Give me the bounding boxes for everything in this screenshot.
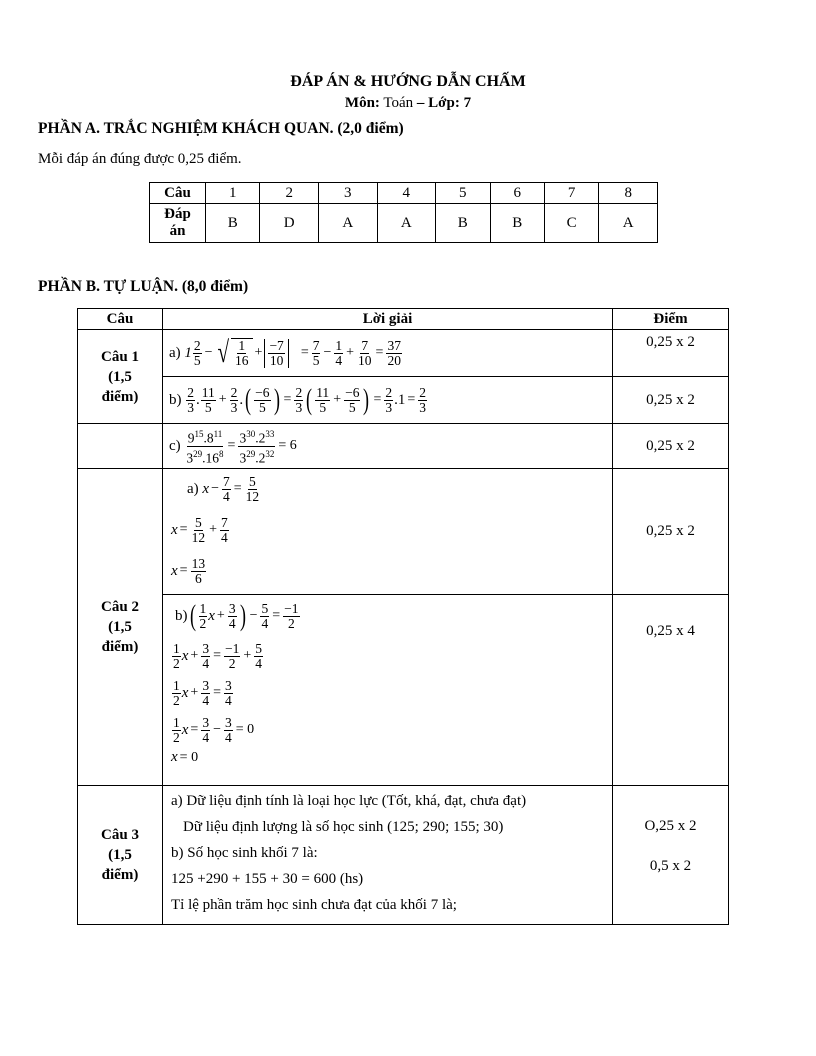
q2-label: Câu 2 (1,5 điểm) [78,469,163,786]
partA-heading: PHẦN A. TRẮC NGHIỆM KHÁCH QUAN. (2,0 điểm) [38,120,404,137]
q3-score [613,786,729,925]
q3-line: 125 +290 + 155 + 30 = 600 (hs) [171,871,364,887]
q-num: 1 [206,183,260,204]
page-title: ĐÁP ÁN & HƯỚNG DẪN CHẤM [290,73,526,90]
q-num: 3 [318,183,377,204]
q3-label: Câu 3 (1,5 điểm) [78,786,163,925]
answer: C [544,204,598,243]
answer: A [377,204,436,243]
q2b-solution: b) ( 1 2 x + $\frac{3}{4}$ ) − $\frac{5}{4}$ = $\frac{-1}{2}$ 1 2 x + $\frac{3}{4}$ = $\frac{-1}{2}$ + $\frac{5}{4}$ 1 2 x + $\frac{3}{4}$ = $\frac{3}{4}$ 1 2 x = $\frac{3}{4}$ − $\frac{3}{4}$ = 0 x = 0 [163,595,613,786]
q1-label: Câu 1 (1,5 điểm) [78,330,163,424]
q2b-score: 0,25 x 4 [613,595,729,786]
q1c-score: 0,25 x 2 [613,424,729,469]
q3-line: b) Số học sinh khối 7 là: [171,845,318,861]
answer: A [599,204,658,243]
subject-label: Môn: [344,95,380,111]
answer-table [149,182,658,243]
q-num: 6 [490,183,544,204]
q1a-score: 0,25 x 2 [613,330,729,377]
q2a-solution: a) x − $\frac{7}{4}$ = $\frac{5}{12}$ x = $\frac{5}{12}$ + $\frac{7}{4}$ x = $\frac{13}{6}$ [163,469,613,595]
q3-line: Dữ liệu định lượng là số học sinh (125; 290; 155; 30) [183,819,504,835]
q2a-score: 0,25 x 2 [613,469,729,595]
answer: D [260,204,319,243]
q1c-solution: c) $\frac{9^{15}.8^{11}}{3^{29}.16^8}$ = $\frac{3^{30}.2^{33}}{3^{29}.2^{32}}$ = 6 [163,424,613,469]
partA-note: Mỗi đáp án đúng được 0,25 điểm. [38,151,242,167]
col-score-header: Điểm [613,309,729,330]
q1c-empty [78,424,163,469]
q1b-solution: b) 2 3 . 11 5 + $\frac{2}{3}$ . ( −6 5 ) = $\frac{2}{3}$ ( 11 5 + $\frac{-6}{5}$ ) = $\frac{2}{3}$ .1 = $\frac{2}{3}$ [163,377,613,424]
subject: Toán [383,95,414,111]
answer: B [490,204,544,243]
solution-table [77,308,729,925]
grade-label: – Lớp: 7 [416,95,472,111]
answer-row-label: Đáp án [150,204,206,243]
partB-heading: PHẦN B. TỰ LUẬN. (8,0 điểm) [38,278,249,295]
subtitle [0,95,816,112]
q1a-solution: a) 1 2 5 − √ $\frac{1}{16}$ + $\frac{-7}{10}$ = $\frac{7}{5}$ − $\frac{1}{4}$ + $\frac{7}{10}$ = $\frac{37}{20}$ [163,330,613,377]
q3-line: a) Dữ liệu định tính là loại học lực (Tốt, khá, đạt, chưa đạt) [171,793,527,809]
answer: B [206,204,260,243]
q1b-score: 0,25 x 2 [613,377,729,424]
answer: A [318,204,377,243]
q-num: 4 [377,183,436,204]
q3-score-b: 0,5 x 2 [649,858,692,874]
q3-solution [163,786,613,925]
col-solution-header: Lời giải [163,309,613,330]
q-num: 2 [260,183,319,204]
answer: B [436,204,490,243]
col-question-header: Câu [78,309,163,330]
q-num: 7 [544,183,598,204]
q3-line: Tỉ lệ phần trăm học sinh chưa đạt của khối 7 là; [171,897,457,913]
q-num: 8 [599,183,658,204]
answer-table-header: Câu [150,183,206,204]
q-num: 5 [436,183,490,204]
q3-score-a: O,25 x 2 [644,818,697,834]
